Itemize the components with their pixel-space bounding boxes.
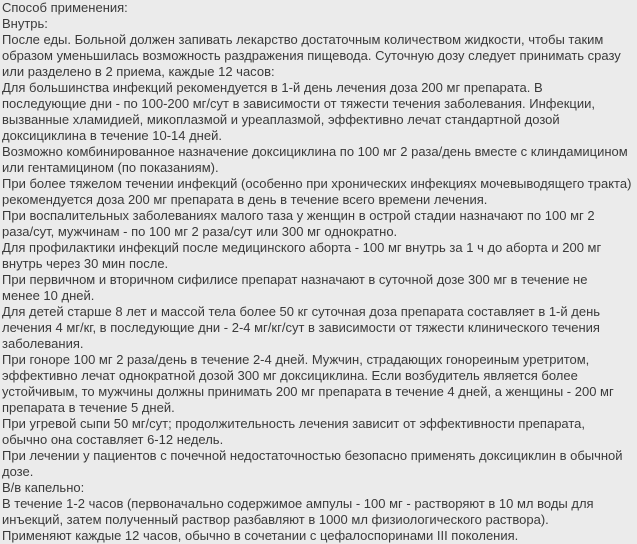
paragraph-combined: Возможно комбинированное назначение доксициклина по 100 мг 2 раза/день вместе с клиндамицином или гентамицином (по показаниям). bbox=[2, 144, 628, 175]
paragraph-renal: При лечении у пациентов с почечной недостаточностью безопасно применять доксициклин в обычной дозе. bbox=[2, 448, 623, 479]
subheading-oral: Внутрь: bbox=[2, 16, 48, 31]
paragraph-after-meal: После еды. Больной должен запивать лекарство достаточным количеством жидкости, чтобы таким образом уменьшилась возможность раздражения пищевода. Суточную дозу следует принимать сразу или разделено в 2 приема, каждые 12 часов: bbox=[2, 32, 621, 79]
paragraph-gonorrhea: При гоноре 100 мг 2 раза/день в течение 2-4 дней. Мужчин, страдающих гонореиным уретритом, эффективно лечат однократной дозой 300 мг доксициклина. Если возбудитель является более устойчивым, то мужчины должны принимать 200 мг препарата в течение 4 дней, а женщины - 200 мг препарата в течение 5 дней. bbox=[2, 352, 614, 415]
instructions-text bbox=[2, 0, 635, 544]
paragraph-syphilis: При первичном и вторичном сифилисе препарат назначают в суточной дозе 300 мг в течение не менее 10 дней. bbox=[2, 272, 588, 303]
paragraph-iv-schedule: Применяют каждые 12 часов, обычно в сочетании с цефалоспоринами III поколения. bbox=[2, 528, 519, 543]
paragraph-iv-dilution: В течение 1-2 часов (первоначально содержимое ампулы - 100 мг - растворяют в 10 мл воды для инъекций, затем полученный раствор разбавляют в 1000 мл физиологического раствора). bbox=[2, 496, 594, 527]
paragraph-pelvic: При воспалительных заболеваниях малого таза у женщин в острой стадии назначают по 100 мг 2 раза/сут, мужчинам - по 100 мг 2 раза/сут или 300 мг однократно. bbox=[2, 208, 595, 239]
paragraph-acne: При угревой сыпи 50 мг/сут; продолжительность лечения зависит от эффективности препарата, обычно она составляет 6-12 недель. bbox=[2, 416, 586, 447]
heading-usage: Способ применения: bbox=[2, 0, 128, 15]
paragraph-severe: При более тяжелом течении инфекций (особенно при хронических инфекциях мочевыводящего тракта) рекомендуется доза 200 мг препарата в день в течение всего времени лечения. bbox=[2, 176, 632, 207]
paragraph-children: Для детей старше 8 лет и массой тела более 50 кг суточная доза препарата составляет в 1-й день лечения 4 мг/кг, в последующие дни - 2-4 мг/кг/сут в зависимости от тяжести клинического течения заболевания. bbox=[2, 304, 601, 351]
subheading-iv: В/в капельно: bbox=[2, 480, 85, 495]
paragraph-abortion-prophylaxis: Для профилактики инфекций после медицинского аборта - 100 мг внутрь за 1 ч до аборта и 200 мг внутрь через 30 мин после. bbox=[2, 240, 602, 271]
paragraph-most-infections: Для большинства инфекций рекомендуется в 1-й день лечения доза 200 мг препарата. В последующие дни - по 100-200 мг/сут в зависимости от тяжести течения заболевания. Инфекции, вызванные хламидией, микоплазмой и уреаплазмой, эффективно лечат стандартной дозой доксициклина в течение 10-14 дней. bbox=[2, 80, 595, 143]
